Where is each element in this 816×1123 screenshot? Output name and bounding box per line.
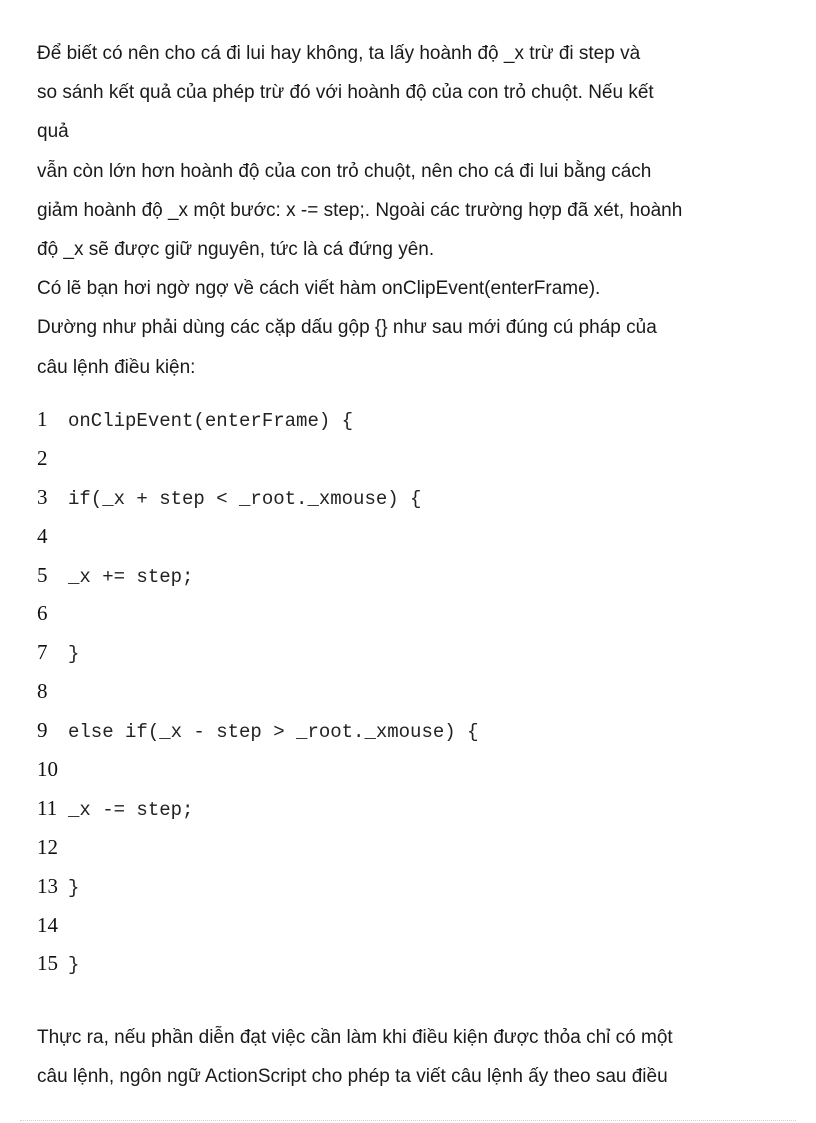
- line-number: 14: [37, 912, 58, 937]
- line-number: 9: [37, 718, 48, 743]
- code-text: }: [68, 876, 80, 899]
- code-line: [37, 711, 782, 750]
- line-number: 7: [37, 640, 48, 665]
- code-line: [37, 906, 782, 945]
- code-line: [37, 828, 782, 867]
- code-line: [37, 944, 782, 983]
- line-number: 8: [37, 679, 48, 704]
- line-number: 5: [37, 562, 48, 587]
- text-line: Có lẽ bạn hơi ngờ ngợ về cách viết hàm onClipEvent(enterFrame).: [37, 278, 601, 300]
- closing-paragraph: [37, 1018, 782, 1096]
- text-line: giảm hoành độ _x một bước: x -= step;. Ngoài các trường hợp đã xét, hoành: [37, 199, 683, 221]
- intro-paragraph: [37, 34, 782, 387]
- code-line: [37, 672, 782, 711]
- line-number: 4: [37, 523, 48, 548]
- text-line: Thực ra, nếu phần diễn đạt việc cần làm khi điều kiện được thỏa chỉ có một: [37, 1027, 673, 1048]
- line-number: 13: [37, 873, 58, 898]
- line-number: 15: [37, 951, 58, 976]
- text-line: vẫn còn lớn hơn hoành độ của con trỏ chuột, nên cho cá đi lui bằng cách: [37, 160, 652, 182]
- page-divider: [20, 1120, 796, 1121]
- code-line: [37, 556, 782, 595]
- text-line: Để biết có nên cho cá đi lui hay không, ta lấy hoành độ _x trừ đi step và: [37, 43, 641, 64]
- line-number: 1: [37, 407, 48, 431]
- code-line: [37, 633, 782, 672]
- code-text: }: [68, 643, 80, 666]
- text-line: câu lệnh điều kiện:: [37, 356, 196, 378]
- code-text: else if(_x - step > _root._xmouse) {: [68, 721, 479, 744]
- text-line: quả: [37, 121, 69, 143]
- code-text: onClipEvent(enterFrame) {: [68, 410, 354, 432]
- line-number: 12: [37, 834, 58, 859]
- code-line: [37, 750, 782, 789]
- code-text: _x += step;: [68, 565, 194, 588]
- code-line: [37, 439, 782, 478]
- code-line: [37, 517, 782, 556]
- code-text: if(_x + step < _root._xmouse) {: [68, 487, 422, 510]
- code-line: [37, 789, 782, 828]
- code-line: [37, 594, 782, 633]
- line-number: 11: [37, 795, 58, 820]
- text-line: độ _x sẽ được giữ nguyên, tức là cá đứng yên.: [37, 239, 435, 261]
- line-number: 3: [37, 484, 48, 509]
- code-line: [37, 478, 782, 517]
- text-line: câu lệnh, ngôn ngữ ActionScript cho phép ta viết câu lệnh ấy theo sau điều: [37, 1066, 668, 1088]
- line-number: 6: [37, 601, 48, 626]
- text-line: Dường như phải dùng các cặp dấu gộp {} như sau mới đúng cú pháp của: [37, 317, 657, 339]
- line-number: 2: [37, 445, 48, 470]
- code-line: [37, 400, 782, 439]
- line-number: 10: [37, 757, 58, 782]
- code-text: }: [68, 954, 80, 977]
- text-line: so sánh kết quả của phép trừ đó với hoành độ của con trỏ chuột. Nếu kết: [37, 82, 654, 104]
- code-line: [37, 867, 782, 906]
- code-listing: [37, 400, 782, 983]
- code-text: _x -= step;: [68, 798, 194, 821]
